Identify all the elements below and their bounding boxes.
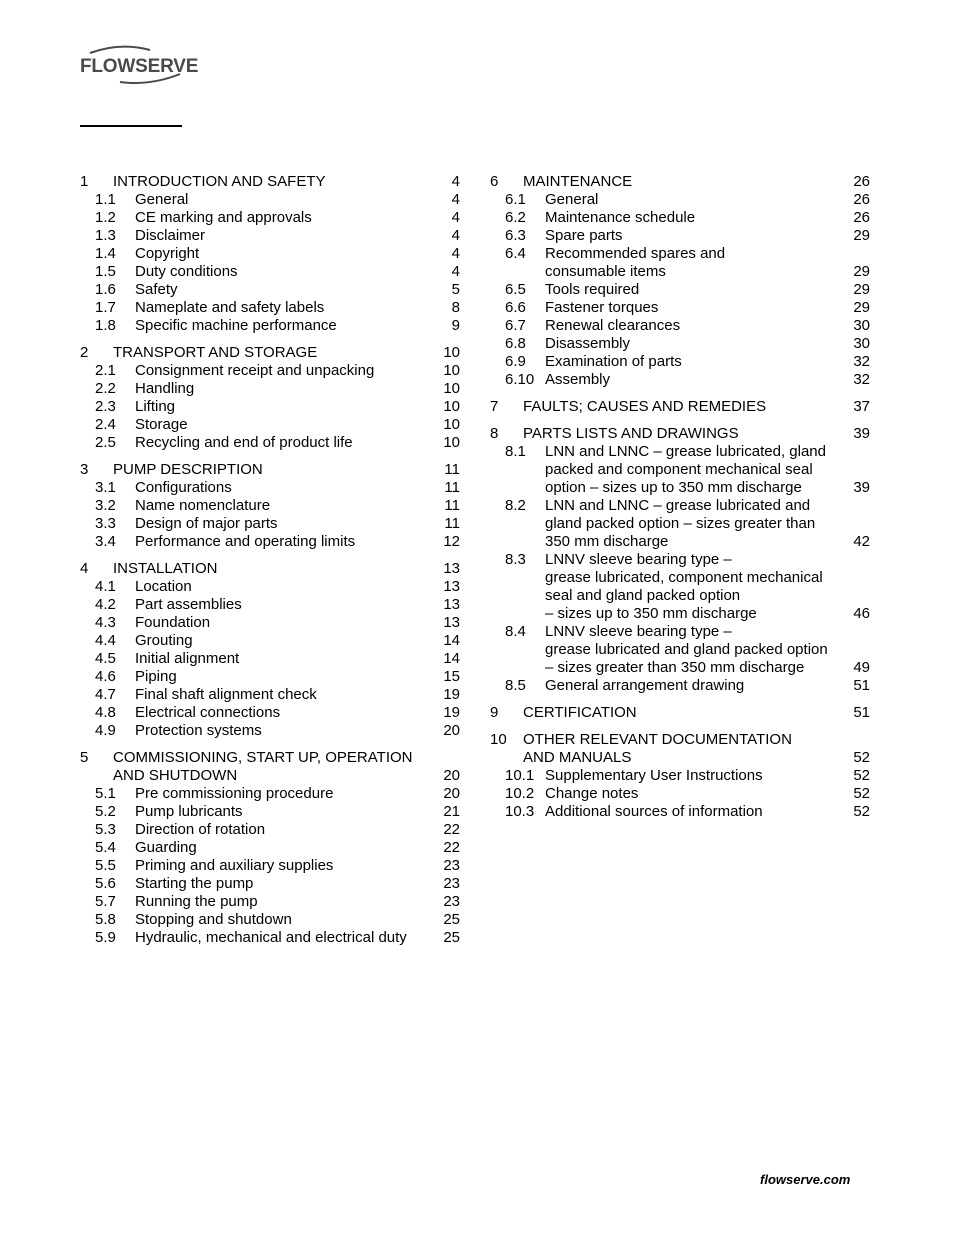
entry-number: 6.1	[505, 191, 526, 208]
section-title: TRANSPORT AND STORAGE	[113, 344, 318, 361]
entry-title: Copyright	[135, 245, 200, 262]
entry-page-number: 14	[443, 650, 460, 667]
entry-number: 1.2	[95, 209, 116, 226]
section-page-number: 52	[853, 749, 870, 766]
entry-page-number: 32	[853, 353, 870, 370]
entry-number: 6.3	[505, 227, 526, 244]
toc-entry[interactable]	[80, 596, 470, 614]
toc-entry[interactable]	[490, 551, 880, 623]
entry-page-number: 19	[443, 686, 460, 703]
toc-entry[interactable]	[80, 209, 470, 227]
toc-section	[490, 398, 880, 416]
toc-entry[interactable]	[490, 371, 880, 389]
section-title: INSTALLATION	[113, 560, 218, 577]
entry-number: 8.2	[505, 497, 526, 514]
entry-number: 5.9	[95, 929, 116, 946]
entry-number: 10.1	[505, 767, 535, 784]
entry-page-number: 11	[444, 515, 460, 532]
entry-number: 4.3	[95, 614, 116, 631]
entry-number: 5.5	[95, 857, 116, 874]
toc-entry[interactable]	[490, 335, 880, 353]
entry-number: 4.2	[95, 596, 116, 613]
toc-section-heading[interactable]	[80, 461, 470, 479]
entry-title: Final shaft alignment check	[135, 686, 317, 703]
entry-title: Tools required	[545, 281, 640, 298]
entry-title: Design of major parts	[135, 515, 278, 532]
entry-page-number: 20	[443, 722, 460, 739]
toc-entry[interactable]	[490, 623, 880, 677]
toc-entry[interactable]	[80, 911, 470, 929]
entry-number: 2.4	[95, 416, 116, 433]
toc-section-heading[interactable]	[80, 560, 470, 578]
toc-section	[80, 173, 470, 335]
section-number: 9	[490, 704, 499, 721]
toc-entry[interactable]	[80, 533, 470, 551]
entry-page-number: 26	[853, 209, 870, 226]
entry-number: 6.5	[505, 281, 526, 298]
toc-entry[interactable]	[80, 839, 470, 857]
toc-entry[interactable]	[80, 497, 470, 515]
entry-title: General arrangement drawing	[545, 677, 745, 694]
toc-entry[interactable]	[80, 263, 470, 281]
entry-title: Priming and auxiliary supplies	[135, 857, 334, 874]
toc-entry[interactable]	[80, 614, 470, 632]
toc-entry[interactable]	[80, 803, 470, 821]
entry-number: 1.5	[95, 263, 116, 280]
entry-page-number: 9	[451, 317, 460, 334]
toc-entry[interactable]	[490, 497, 880, 551]
section-title: PARTS LISTS AND DRAWINGS	[523, 425, 739, 442]
section-number: 1	[80, 173, 89, 190]
toc-entry[interactable]	[80, 785, 470, 803]
section-number: 4	[80, 560, 89, 577]
section-number: 8	[490, 425, 499, 442]
entry-page-number: 19	[443, 704, 460, 721]
section-title: MAINTENANCE	[523, 173, 633, 190]
section-page-number: 11	[444, 461, 460, 478]
section-page-number: 10	[443, 344, 460, 361]
entry-number: 1.3	[95, 227, 116, 244]
entry-number: 2.2	[95, 380, 116, 397]
entry-title: Additional sources of information	[545, 803, 763, 820]
entry-page-number: 5	[451, 281, 460, 298]
toc-entry[interactable]	[80, 380, 470, 398]
entry-number: 6.10	[505, 371, 535, 388]
toc-entry[interactable]	[490, 353, 880, 371]
entry-page-number: 29	[853, 227, 870, 244]
section-title: OTHER RELEVANT DOCUMENTATION AND MANUALS	[523, 731, 792, 766]
entry-title: Disassembly	[545, 335, 631, 352]
entry-page-number: 49	[853, 659, 870, 676]
entry-number: 8.5	[505, 677, 526, 694]
section-number: 7	[490, 398, 499, 415]
entry-page-number: 10	[443, 416, 460, 433]
entry-page-number: 10	[443, 434, 460, 451]
toc-entry[interactable]	[490, 245, 880, 281]
entry-number: 1.7	[95, 299, 116, 316]
toc-entry[interactable]	[80, 416, 470, 434]
entry-number: 1.4	[95, 245, 116, 262]
entry-page-number: 13	[443, 578, 460, 595]
entry-page-number: 32	[853, 371, 870, 388]
entry-number: 4.6	[95, 668, 116, 685]
entry-number: 2.1	[95, 362, 116, 379]
toc-entry[interactable]	[80, 722, 470, 740]
section-title: INTRODUCTION AND SAFETY	[113, 173, 326, 190]
section-page-number: 4	[451, 173, 460, 190]
toc-section	[80, 461, 470, 551]
entry-page-number: 14	[443, 632, 460, 649]
section-page-number: 51	[853, 704, 870, 721]
flowserve-logo	[80, 44, 199, 88]
entry-number: 4.9	[95, 722, 116, 739]
entry-page-number: 25	[443, 929, 460, 946]
section-title: PUMP DESCRIPTION	[113, 461, 263, 478]
toc-entry[interactable]	[80, 398, 470, 416]
entry-title: Location	[135, 578, 192, 595]
toc-entry[interactable]	[80, 704, 470, 722]
entry-page-number: 15	[443, 668, 460, 685]
entry-title: Change notes	[545, 785, 639, 802]
entry-page-number: 23	[443, 893, 460, 910]
section-title: COMMISSIONING, START UP, OPERATION AND SHUTDOWN	[113, 749, 413, 784]
entry-page-number: 13	[443, 596, 460, 613]
entry-number: 6.7	[505, 317, 526, 334]
entry-number: 4.1	[95, 578, 116, 595]
toc-right-column	[490, 173, 880, 830]
entry-title: Guarding	[135, 839, 197, 856]
entry-title: Part assemblies	[135, 596, 242, 613]
entry-title: LNNV sleeve bearing type – grease lubricated and gland packed option – sizes greater than 350 mm discharge	[545, 623, 828, 676]
entry-title: Running the pump	[135, 893, 258, 910]
entry-title: LNN and LNNC – grease lubricated, gland packed and component mechanical seal option – sizes up to 350 mm discharge	[545, 443, 826, 496]
toc-entry[interactable]	[80, 281, 470, 299]
entry-title: Lifting	[135, 398, 176, 415]
section-page-number: 13	[443, 560, 460, 577]
entry-number: 10.2	[505, 785, 535, 802]
toc-entry[interactable]	[80, 632, 470, 650]
toc-section-heading[interactable]	[490, 731, 880, 767]
section-page-number: 37	[853, 398, 870, 415]
toc-section	[490, 704, 880, 722]
toc-entry[interactable]	[490, 677, 880, 695]
entry-number: 8.1	[505, 443, 526, 460]
entry-page-number: 29	[853, 263, 870, 280]
entry-page-number: 4	[451, 245, 460, 262]
entry-title: Protection systems	[135, 722, 262, 739]
toc-entry[interactable]	[80, 191, 470, 209]
entry-page-number: 8	[451, 299, 460, 316]
entry-title: Storage	[135, 416, 188, 433]
entry-title: Grouting	[135, 632, 193, 649]
toc-section	[490, 425, 880, 695]
entry-number: 4.8	[95, 704, 116, 721]
entry-page-number: 10	[443, 380, 460, 397]
entry-number: 6.9	[505, 353, 526, 370]
entry-page-number: 11	[444, 479, 460, 496]
toc-entry[interactable]	[80, 317, 470, 335]
entry-number: 5.3	[95, 821, 116, 838]
entry-page-number: 13	[443, 614, 460, 631]
entry-title: General	[135, 191, 189, 208]
entry-title: Electrical connections	[135, 704, 281, 721]
entry-page-number: 12	[443, 533, 460, 550]
toc-section-heading[interactable]	[80, 173, 470, 191]
entry-page-number: 4	[451, 263, 460, 280]
entry-page-number: 52	[853, 767, 870, 784]
entry-number: 4.5	[95, 650, 116, 667]
entry-page-number: 42	[853, 533, 870, 550]
section-number: 2	[80, 344, 89, 361]
entry-number: 3.3	[95, 515, 116, 532]
entry-title: Recycling and end of product life	[135, 434, 353, 451]
section-number: 6	[490, 173, 499, 190]
entry-page-number: 23	[443, 857, 460, 874]
entry-number: 3.1	[95, 479, 116, 496]
entry-number: 1.8	[95, 317, 116, 334]
entry-page-number: 21	[443, 803, 460, 820]
toc-entry[interactable]	[490, 209, 880, 227]
entry-title: CE marking and approvals	[135, 209, 312, 226]
entry-title: Fastener torques	[545, 299, 659, 316]
toc-section-heading[interactable]	[490, 704, 880, 722]
toc-entry[interactable]	[490, 767, 880, 785]
entry-title: Assembly	[545, 371, 611, 388]
toc-entry[interactable]	[80, 227, 470, 245]
entry-page-number: 20	[443, 785, 460, 802]
section-number: 5	[80, 749, 89, 766]
entry-page-number: 52	[853, 785, 870, 802]
entry-number: 10.3	[505, 803, 535, 820]
toc-section-heading[interactable]	[80, 344, 470, 362]
entry-title: Foundation	[135, 614, 211, 631]
entry-number: 4.4	[95, 632, 116, 649]
entry-page-number: 39	[853, 479, 870, 496]
header-rule	[80, 125, 182, 127]
entry-title: Name nomenclature	[135, 497, 271, 514]
entry-page-number: 51	[853, 677, 870, 694]
toc-entry[interactable]	[490, 299, 880, 317]
entry-page-number: 4	[451, 209, 460, 226]
entry-title: Stopping and shutdown	[135, 911, 292, 928]
entry-number: 5.6	[95, 875, 116, 892]
entry-title: Disclaimer	[135, 227, 206, 244]
entry-title: Configurations	[135, 479, 232, 496]
toc-entry[interactable]	[80, 434, 470, 452]
entry-number: 4.7	[95, 686, 116, 703]
toc-entry[interactable]	[80, 362, 470, 380]
entry-number: 3.2	[95, 497, 116, 514]
entry-title: Examination of parts	[545, 353, 682, 370]
toc-entry[interactable]	[80, 668, 470, 686]
entry-number: 3.4	[95, 533, 116, 550]
section-page-number: 39	[853, 425, 870, 442]
entry-title: Nameplate and safety labels	[135, 299, 325, 316]
entry-number: 6.6	[505, 299, 526, 316]
entry-number: 5.1	[95, 785, 116, 802]
entry-page-number: 4	[451, 227, 460, 244]
toc-entry[interactable]	[80, 857, 470, 875]
entry-title: Hydraulic, mechanical and electrical duty	[135, 929, 407, 946]
toc-entry[interactable]	[80, 578, 470, 596]
entry-number: 2.3	[95, 398, 116, 415]
logo-text: FLOWSERVE	[80, 56, 199, 77]
toc-entry[interactable]	[490, 227, 880, 245]
section-page-number: 26	[853, 173, 870, 190]
entry-page-number: 11	[444, 497, 460, 514]
entry-page-number: 4	[451, 191, 460, 208]
section-number: 3	[80, 461, 89, 478]
entry-page-number: 22	[443, 839, 460, 856]
entry-page-number: 10	[443, 362, 460, 379]
entry-number: 5.8	[95, 911, 116, 928]
entry-title: Pump lubricants	[135, 803, 243, 820]
toc-entry[interactable]	[80, 515, 470, 533]
toc-entry[interactable]	[80, 893, 470, 911]
entry-title: Direction of rotation	[135, 821, 266, 838]
entry-number: 5.4	[95, 839, 116, 856]
entry-title: LNN and LNNC – grease lubricated and gland packed option – sizes greater than 350 mm discharge	[545, 497, 816, 550]
entry-title: Spare parts	[545, 227, 623, 244]
entry-page-number: 26	[853, 191, 870, 208]
entry-page-number: 10	[443, 398, 460, 415]
entry-title: Handling	[135, 380, 195, 397]
section-page-number: 20	[443, 767, 460, 784]
toc-entry[interactable]	[490, 803, 880, 821]
entry-number: 6.8	[505, 335, 526, 352]
entry-number: 8.3	[505, 551, 526, 568]
entry-title: Safety	[135, 281, 178, 298]
entry-title: Duty conditions	[135, 263, 238, 280]
entry-title: Recommended spares and consumable items	[545, 245, 726, 280]
toc-entry[interactable]	[80, 650, 470, 668]
toc-entry[interactable]	[80, 821, 470, 839]
entry-title: Pre commissioning procedure	[135, 785, 334, 802]
entry-title: Performance and operating limits	[135, 533, 356, 550]
toc-section-heading[interactable]	[490, 425, 880, 443]
entry-page-number: 29	[853, 299, 870, 316]
toc-left-column	[80, 173, 470, 956]
entry-number: 6.4	[505, 245, 526, 262]
toc-section	[80, 749, 470, 947]
toc-section-heading[interactable]	[80, 749, 470, 785]
footer-url[interactable]: flowserve.com	[760, 1172, 851, 1187]
toc-entry[interactable]	[490, 281, 880, 299]
toc-entry[interactable]	[80, 245, 470, 263]
entry-number: 1.6	[95, 281, 116, 298]
toc-entry[interactable]	[490, 785, 880, 803]
entry-title: Maintenance schedule	[545, 209, 696, 226]
entry-page-number: 46	[853, 605, 870, 622]
entry-page-number: 22	[443, 821, 460, 838]
entry-title: Renewal clearances	[545, 317, 681, 334]
entry-page-number: 52	[853, 803, 870, 820]
toc-section	[80, 560, 470, 740]
entry-title: LNNV sleeve bearing type – grease lubricated, component mechanical seal and gland packed option – sizes up to 350 mm discharge	[545, 551, 823, 622]
entry-number: 5.2	[95, 803, 116, 820]
entry-number: 5.7	[95, 893, 116, 910]
toc-section	[490, 731, 880, 821]
entry-page-number: 25	[443, 911, 460, 928]
entry-number: 2.5	[95, 434, 116, 451]
entry-number: 8.4	[505, 623, 526, 640]
toc-entry[interactable]	[80, 479, 470, 497]
toc-entry[interactable]	[80, 299, 470, 317]
entry-page-number: 30	[853, 335, 870, 352]
toc-section-heading[interactable]	[490, 398, 880, 416]
entry-number: 6.2	[505, 209, 526, 226]
toc-entry[interactable]	[490, 317, 880, 335]
entry-title: Initial alignment	[135, 650, 240, 667]
entry-title: Specific machine performance	[135, 317, 337, 334]
toc-entry[interactable]	[80, 686, 470, 704]
section-title: CERTIFICATION	[523, 704, 637, 721]
toc-entry[interactable]	[490, 443, 880, 497]
toc-section	[80, 344, 470, 452]
toc-entry[interactable]	[80, 875, 470, 893]
entry-page-number: 30	[853, 317, 870, 334]
toc-entry[interactable]	[490, 191, 880, 209]
entry-number: 1.1	[95, 191, 116, 208]
section-title: FAULTS; CAUSES AND REMEDIES	[523, 398, 767, 415]
section-number: 10	[490, 731, 507, 748]
entry-title: Piping	[135, 668, 177, 685]
toc-section	[490, 173, 880, 389]
entry-title: Consignment receipt and unpacking	[135, 362, 375, 379]
entry-title: Supplementary User Instructions	[545, 767, 763, 784]
entry-page-number: 29	[853, 281, 870, 298]
toc-entry[interactable]	[80, 929, 470, 947]
toc-section-heading[interactable]	[490, 173, 880, 191]
entry-page-number: 23	[443, 875, 460, 892]
entry-title: General	[545, 191, 599, 208]
entry-title: Starting the pump	[135, 875, 254, 892]
